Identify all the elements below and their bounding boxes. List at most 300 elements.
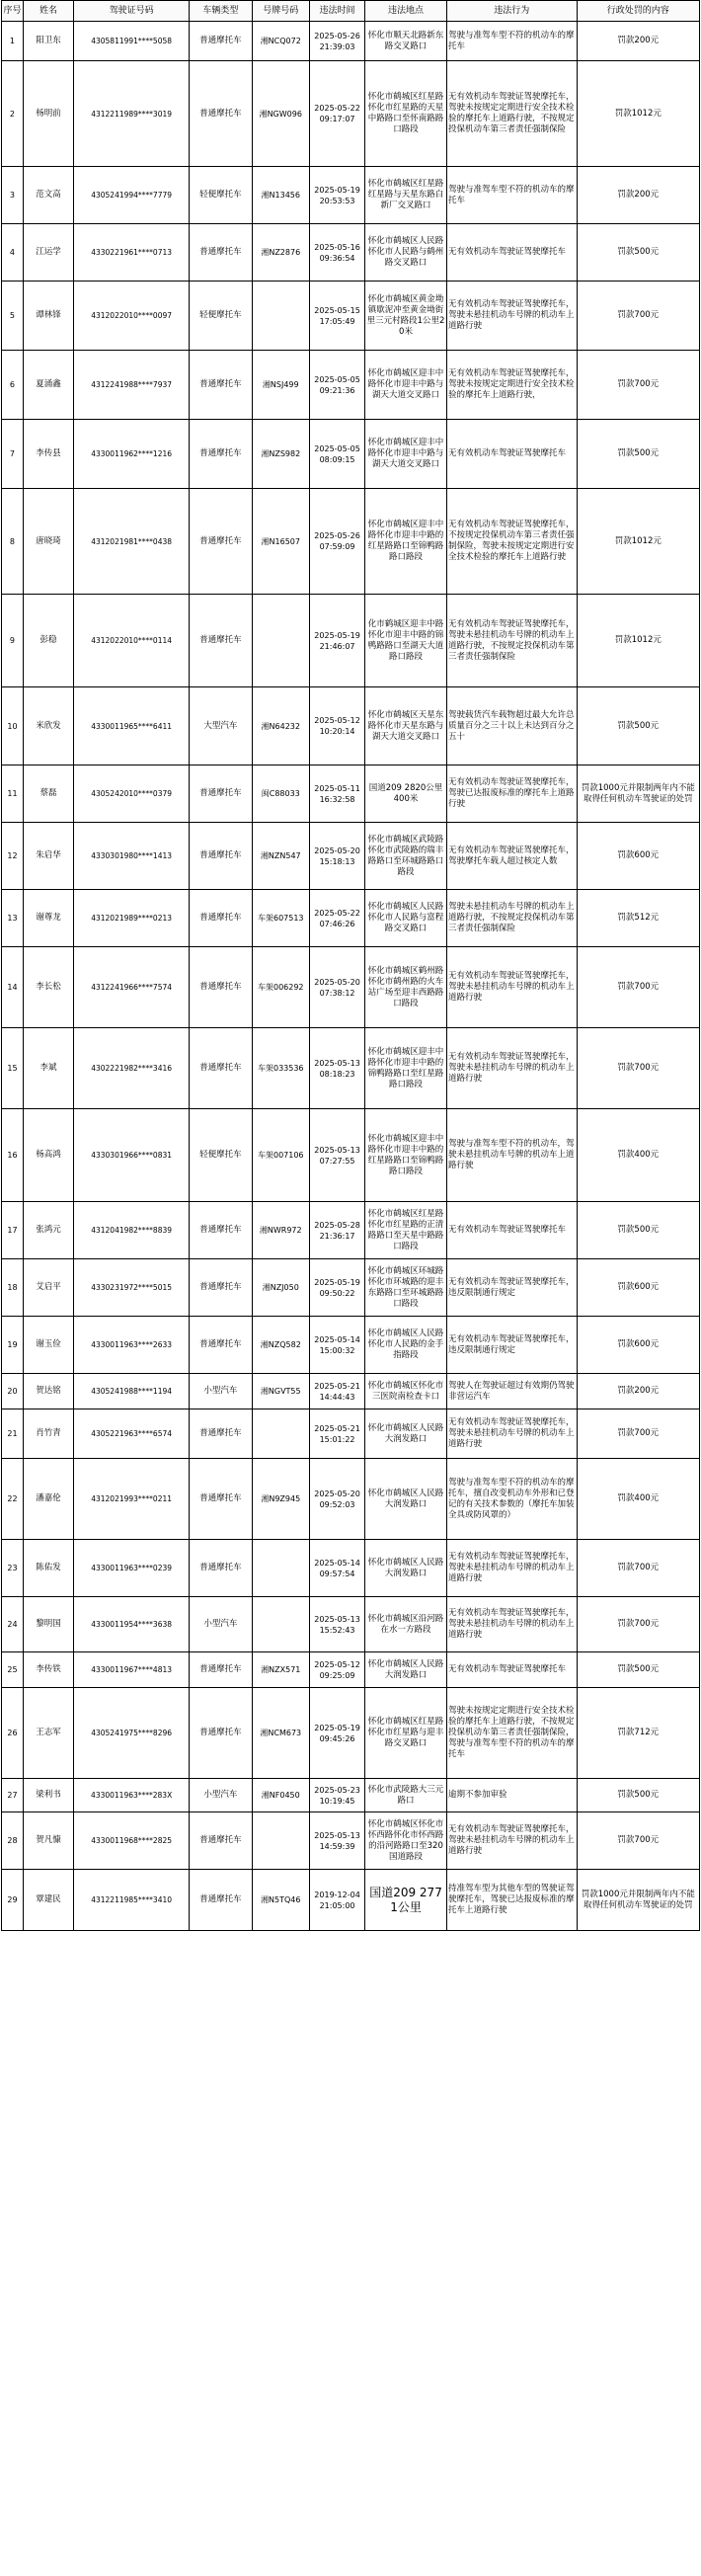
cell-violation: 驾驶人在驾驶证超过有效期仍驾驶非营运汽车 (446, 1374, 577, 1409)
cell-penalty: 罚款700元 (577, 1540, 699, 1597)
cell-location: 怀化市鹤城区红星路红星路与天星东路白新厂交叉路口 (365, 167, 447, 224)
cell-name: 彭稳 (23, 595, 73, 687)
table-row (2, 947, 700, 1028)
cell-no: 27 (2, 1779, 24, 1812)
cell-license: 4312021989****0213 (74, 890, 190, 947)
cell-time: 2025-05-16 09:36:54 (310, 224, 365, 282)
cell-no: 20 (2, 1374, 24, 1409)
cell-name: 李传县 (23, 420, 73, 489)
cell-name: 艾启平 (23, 1259, 73, 1317)
cell-vehicle-type: 小型汽车 (190, 1779, 252, 1812)
cell-no: 17 (2, 1202, 24, 1259)
cell-time: 2025-05-05 08:09:15 (310, 420, 365, 489)
cell-time: 2025-05-20 15:18:13 (310, 823, 365, 890)
cell-vehicle-type: 普通摩托车 (190, 1459, 252, 1540)
cell-license: 4302221982****3416 (74, 1028, 190, 1109)
cell-vehicle-type: 普通摩托车 (190, 890, 252, 947)
cell-plate: 湘N16507 (252, 489, 310, 595)
cell-name: 李传铁 (23, 1652, 73, 1688)
cell-vehicle-type: 普通摩托车 (190, 224, 252, 282)
cell-penalty: 罚款500元 (577, 224, 699, 282)
cell-violation: 无有效机动车驾驶证驾驶摩托车，驾驶已达报废标准的摩托车上道路行驶 (446, 765, 577, 823)
cell-vehicle-type: 轻便摩托车 (190, 167, 252, 224)
cell-penalty: 罚款700元 (577, 1409, 699, 1459)
cell-penalty: 罚款600元 (577, 1259, 699, 1317)
table-row (2, 1317, 700, 1374)
col-header-location: 违法地点 (365, 1, 447, 22)
cell-name: 江运学 (23, 224, 73, 282)
cell-violation: 无有效机动车驾驶证驾驶摩托车，驾驶未悬挂机动车号牌的机动车上道路行驶 (446, 1812, 577, 1870)
cell-plate: 闽C88033 (252, 765, 310, 823)
cell-time: 2025-05-13 14:59:39 (310, 1812, 365, 1870)
cell-no: 26 (2, 1688, 24, 1779)
table-row (2, 282, 700, 351)
cell-violation: 驾驶与准驾车型不符的机动车，驾驶未悬挂机动车号牌的机动车上道路行驶 (446, 1109, 577, 1202)
cell-license: 4312211985****3410 (74, 1870, 190, 1931)
cell-vehicle-type: 普通摩托车 (190, 420, 252, 489)
cell-plate: 车架006292 (252, 947, 310, 1028)
cell-time: 2025-05-26 21:39:03 (310, 22, 365, 61)
cell-license: 4312241988****7937 (74, 351, 190, 420)
cell-vehicle-type: 普通摩托车 (190, 823, 252, 890)
cell-name: 蔡磊 (23, 765, 73, 823)
cell-violation: 驾驶与准驾车型不符的机动车的摩托车 (446, 167, 577, 224)
cell-license: 4330221961****0713 (74, 224, 190, 282)
cell-violation: 无有效机动车驾驶证驾驶摩托车，驾驶未悬挂机动车号牌的机动车上道路行驶 (446, 282, 577, 351)
cell-license: 4312022010****0114 (74, 595, 190, 687)
cell-plate: 湘N13456 (252, 167, 310, 224)
cell-plate: 湘NZS982 (252, 420, 310, 489)
table-row (2, 1409, 700, 1459)
cell-name: 谢玉俭 (23, 1317, 73, 1374)
cell-location: 怀化市鹤城区人民路大润发路口 (365, 1540, 447, 1597)
cell-vehicle-type: 普通摩托车 (190, 595, 252, 687)
cell-plate: 湘NGVT55 (252, 1374, 310, 1409)
cell-vehicle-type: 普通摩托车 (190, 22, 252, 61)
cell-location: 怀化市鹤城区迎丰中路怀化市迎丰中路与湖天大道交叉路口 (365, 351, 447, 420)
cell-vehicle-type: 小型汽车 (190, 1597, 252, 1652)
table-row (2, 1812, 700, 1870)
cell-name: 贺达铭 (23, 1374, 73, 1409)
table-row (2, 823, 700, 890)
cell-location: 怀化市鹤城区武陵路怀化市武陵路的瑞丰路路口至环城路路口路段 (365, 823, 447, 890)
cell-violation: 无有效机动车驾驶证驾驶摩托车 (446, 1202, 577, 1259)
table-row (2, 890, 700, 947)
cell-penalty: 罚款512元 (577, 890, 699, 947)
cell-location: 国道209 2771公里 (365, 1870, 447, 1931)
cell-penalty: 罚款500元 (577, 420, 699, 489)
cell-penalty: 罚款700元 (577, 282, 699, 351)
cell-location: 怀化市鹤城区鹤州路怀化市鹤州路的火车站广场至迎丰西路路口路段 (365, 947, 447, 1028)
cell-penalty: 罚款700元 (577, 1597, 699, 1652)
cell-name: 夏涌鑫 (23, 351, 73, 420)
cell-penalty: 罚款200元 (577, 22, 699, 61)
cell-license: 4330011962****1216 (74, 420, 190, 489)
cell-name: 范文高 (23, 167, 73, 224)
cell-violation: 无有效机动车驾驶证驾驶摩托车 (446, 1652, 577, 1688)
cell-time: 2025-05-11 16:32:58 (310, 765, 365, 823)
cell-plate: 湘N9Z945 (252, 1459, 310, 1540)
cell-no: 7 (2, 420, 24, 489)
col-header-plate: 号牌号码 (252, 1, 310, 22)
cell-time: 2025-05-05 09:21:36 (310, 351, 365, 420)
cell-time: 2025-05-13 07:27:55 (310, 1109, 365, 1202)
cell-name: 潘嘉伦 (23, 1459, 73, 1540)
cell-license: 4305241994****7779 (74, 167, 190, 224)
table-row (2, 61, 700, 167)
cell-penalty: 罚款500元 (577, 1779, 699, 1812)
cell-name: 谭林锋 (23, 282, 73, 351)
cell-location: 怀化市鹤城区红星路怀化市红星路的天星中路路口至怀南路路口路段 (365, 61, 447, 167)
cell-violation: 持准驾车型为其他车型的驾驶证驾驶摩托车，驾驶已达报废标准的摩托车上道路行驶 (446, 1870, 577, 1931)
cell-violation: 无有效机动车驾驶证驾驶摩托车，驾驶未悬挂机动车号牌的机动车上道路行驶 (446, 1540, 577, 1597)
cell-location: 怀化市鹤城区迎丰中路怀化市迎丰中路的红星路路口至锦鸭路路口路段 (365, 1109, 447, 1202)
cell-license: 4312022010****0097 (74, 282, 190, 351)
cell-plate: 车架607513 (252, 890, 310, 947)
cell-vehicle-type: 普通摩托车 (190, 1688, 252, 1779)
cell-violation: 驾驶未按规定定期进行安全技术检验的摩托车上道路行驶，不按规定投保机动车第三者责任强制保险，驾驶与准驾车型不符的机动车的摩托车 (446, 1688, 577, 1779)
cell-vehicle-type: 普通摩托车 (190, 489, 252, 595)
cell-location: 怀化市鹤城区迎丰中路怀化市迎丰中路的红星路路口至锦鸭路路口路段 (365, 489, 447, 595)
cell-violation: 无有效机动车驾驶证驾驶摩托车，违反限制通行规定 (446, 1317, 577, 1374)
cell-name: 陈佑发 (23, 1540, 73, 1597)
cell-violation: 无有效机动车驾驶证驾驶摩托车，驾驶未悬挂机动车号牌的机动车上道路行驶 (446, 1409, 577, 1459)
cell-vehicle-type: 普通摩托车 (190, 1652, 252, 1688)
cell-plate (252, 1409, 310, 1459)
cell-location: 怀化市鹤城区红星路怀化市红星路与迎丰路交叉路口 (365, 1688, 447, 1779)
cell-penalty: 罚款500元 (577, 1652, 699, 1688)
cell-license: 4305221963****6574 (74, 1409, 190, 1459)
cell-license: 4305241975****8296 (74, 1688, 190, 1779)
cell-time: 2025-05-20 09:52:03 (310, 1459, 365, 1540)
table-row (2, 22, 700, 61)
cell-violation: 驾驶与准驾车型不符的机动车的摩托车，擅自改变机动车外形和已登记的有关技术参数的（摩托车加装全具或防风罩的） (446, 1459, 577, 1540)
cell-location: 化市鹤城区迎丰中路怀化市迎丰中路的锦鸭路路口至湖天大道路口路段 (365, 595, 447, 687)
table-row (2, 351, 700, 420)
cell-plate: 湘NWR972 (252, 1202, 310, 1259)
cell-violation: 逾期不参加审验 (446, 1779, 577, 1812)
cell-plate: 车架033536 (252, 1028, 310, 1109)
col-header-vehicle-type: 车辆类型 (190, 1, 252, 22)
cell-time: 2025-05-14 15:00:32 (310, 1317, 365, 1374)
cell-penalty: 罚款700元 (577, 947, 699, 1028)
cell-no: 16 (2, 1109, 24, 1202)
cell-name: 梁利书 (23, 1779, 73, 1812)
cell-no: 23 (2, 1540, 24, 1597)
cell-violation: 无有效机动车驾驶证驾驶摩托车 (446, 224, 577, 282)
cell-plate: 湘NZN547 (252, 823, 310, 890)
cell-no: 3 (2, 167, 24, 224)
cell-location: 怀化市鹤城区人民路怀化市人民路与鹤州路交叉路口 (365, 224, 447, 282)
cell-name: 杨明前 (23, 61, 73, 167)
table-row (2, 167, 700, 224)
cell-license: 4330301966****0831 (74, 1109, 190, 1202)
cell-plate (252, 595, 310, 687)
cell-no: 13 (2, 890, 24, 947)
cell-location: 怀化市鹤城区人民路大润发路口 (365, 1652, 447, 1688)
cell-plate (252, 1540, 310, 1597)
cell-no: 19 (2, 1317, 24, 1374)
cell-no: 4 (2, 224, 24, 282)
header-row (2, 1, 700, 22)
cell-name: 朱启华 (23, 823, 73, 890)
table-row (2, 1779, 700, 1812)
cell-no: 29 (2, 1870, 24, 1931)
cell-penalty: 罚款1012元 (577, 489, 699, 595)
cell-plate (252, 282, 310, 351)
cell-penalty: 罚款500元 (577, 1202, 699, 1259)
cell-vehicle-type: 普通摩托车 (190, 1259, 252, 1317)
cell-vehicle-type: 普通摩托车 (190, 1317, 252, 1374)
cell-license: 4312041982****8839 (74, 1202, 190, 1259)
cell-violation: 无有效机动车驾驶证驾驶摩托车，驾驶未按规定定期进行安全技术检验的摩托车上道路行驶，不按规定投保机动车第三者责任强制保险 (446, 61, 577, 167)
cell-time: 2025-05-22 07:46:26 (310, 890, 365, 947)
cell-penalty: 罚款700元 (577, 1028, 699, 1109)
cell-penalty: 罚款600元 (577, 1317, 699, 1374)
cell-vehicle-type: 普通摩托车 (190, 947, 252, 1028)
cell-penalty: 罚款1012元 (577, 61, 699, 167)
cell-time: 2025-05-28 21:36:17 (310, 1202, 365, 1259)
table-row (2, 1870, 700, 1931)
cell-no: 5 (2, 282, 24, 351)
cell-time: 2025-05-13 15:52:43 (310, 1597, 365, 1652)
cell-no: 25 (2, 1652, 24, 1688)
cell-time: 2025-05-14 09:57:54 (310, 1540, 365, 1597)
cell-name: 杨高鸿 (23, 1109, 73, 1202)
cell-plate: 湘N64232 (252, 687, 310, 765)
cell-no: 6 (2, 351, 24, 420)
cell-no: 28 (2, 1812, 24, 1870)
cell-time: 2025-05-19 20:53:53 (310, 167, 365, 224)
table-row (2, 1540, 700, 1597)
table-row (2, 1028, 700, 1109)
cell-name: 李长松 (23, 947, 73, 1028)
cell-penalty: 罚款700元 (577, 351, 699, 420)
cell-license: 4330011963****0239 (74, 1540, 190, 1597)
cell-name: 阳卫东 (23, 22, 73, 61)
table-row (2, 765, 700, 823)
cell-location: 怀化市顺天北路新东路交叉路口 (365, 22, 447, 61)
cell-time: 2025-05-26 07:59:09 (310, 489, 365, 595)
cell-violation: 无有效机动车驾驶证驾驶摩托车，驾驶未悬挂机动车号牌的机动车上道路行驶 (446, 947, 577, 1028)
cell-vehicle-type: 普通摩托车 (190, 1409, 252, 1459)
cell-name: 王志军 (23, 1688, 73, 1779)
cell-vehicle-type: 普通摩托车 (190, 1540, 252, 1597)
table-row (2, 1459, 700, 1540)
cell-time: 2025-05-13 08:18:23 (310, 1028, 365, 1109)
cell-penalty: 罚款1000元并限制两年内不能取得任何机动车驾驶证的处罚 (577, 1870, 699, 1931)
cell-time: 2025-05-19 09:50:22 (310, 1259, 365, 1317)
cell-violation: 无有效机动车驾驶证驾驶摩托车，驾驶未按规定定期进行安全技术检验的摩托车上道路行驶， (446, 351, 577, 420)
col-header-license: 驾驶证号码 (74, 1, 190, 22)
table-row (2, 1652, 700, 1688)
col-header-violation: 违法行为 (446, 1, 577, 22)
cell-name: 覃建民 (23, 1870, 73, 1931)
cell-plate: 车架007106 (252, 1109, 310, 1202)
cell-time: 2025-05-21 15:01:22 (310, 1409, 365, 1459)
cell-time: 2025-05-23 10:19:45 (310, 1779, 365, 1812)
table-row (2, 687, 700, 765)
cell-plate: 湘NGW096 (252, 61, 310, 167)
table-row (2, 489, 700, 595)
cell-plate: 湘NZJ050 (252, 1259, 310, 1317)
cell-violation: 无有效机动车驾驶证驾驶摩托车，驾驶摩托车载人超过核定人数 (446, 823, 577, 890)
cell-no: 14 (2, 947, 24, 1028)
cell-license: 4330011954****3638 (74, 1597, 190, 1652)
cell-vehicle-type: 轻便摩托车 (190, 1109, 252, 1202)
table-row (2, 1374, 700, 1409)
cell-license: 4305242010****0379 (74, 765, 190, 823)
cell-name: 李斌 (23, 1028, 73, 1109)
cell-penalty: 罚款1000元并限制两年内不能取得任何机动车驾驶证的处罚 (577, 765, 699, 823)
cell-location: 怀化市鹤城区红星路怀化市红星路的正清路路口至天星中路路口路段 (365, 1202, 447, 1259)
col-header-no: 序号 (2, 1, 24, 22)
cell-penalty: 罚款1012元 (577, 595, 699, 687)
cell-license: 4330011968****2825 (74, 1812, 190, 1870)
cell-vehicle-type: 小型汽车 (190, 1374, 252, 1409)
cell-plate: 湘NCQ072 (252, 22, 310, 61)
cell-plate: 湘N5TQ46 (252, 1870, 310, 1931)
cell-license: 4330231972****5015 (74, 1259, 190, 1317)
cell-license: 4305241988****1194 (74, 1374, 190, 1409)
table-row (2, 1202, 700, 1259)
cell-license: 4330011963****2633 (74, 1317, 190, 1374)
table-row (2, 1109, 700, 1202)
cell-no: 10 (2, 687, 24, 765)
col-header-time: 违法时间 (310, 1, 365, 22)
cell-vehicle-type: 大型汽车 (190, 687, 252, 765)
cell-name: 张鸿元 (23, 1202, 73, 1259)
cell-license: 4330011963****283X (74, 1779, 190, 1812)
cell-license: 4312021981****0438 (74, 489, 190, 595)
col-header-penalty: 行政处罚的内容 (577, 1, 699, 22)
cell-location: 怀化市鹤城区黄金坳镇歇泥冲至黄金坳街里三元村路段1公里20米 (365, 282, 447, 351)
cell-location: 怀化市鹤城区环城路怀化市环城路的迎丰东路路口至环城路路口路段 (365, 1259, 447, 1317)
cell-plate: 湘NCM673 (252, 1688, 310, 1779)
cell-license: 4330011965****6411 (74, 687, 190, 765)
cell-location: 怀化市鹤城区天星东路怀化市天星东路与湖天大道交叉路口 (365, 687, 447, 765)
cell-location: 怀化市鹤城区人民路大润发路口 (365, 1409, 447, 1459)
cell-violation: 无有效机动车驾驶证驾驶摩托车，不按规定投保机动车第三者责任强制保险，驾驶未按规定定期进行安全技术检验的摩托车上道路行驶 (446, 489, 577, 595)
cell-license: 4312211989****3019 (74, 61, 190, 167)
cell-time: 2025-05-19 09:45:26 (310, 1688, 365, 1779)
cell-violation: 无有效机动车驾驶证驾驶摩托车，驾驶未悬挂机动车号牌的机动车上道路行驶 (446, 1028, 577, 1109)
cell-no: 18 (2, 1259, 24, 1317)
cell-violation: 驾驶与准驾车型不符的机动车的摩托车 (446, 22, 577, 61)
cell-no: 24 (2, 1597, 24, 1652)
cell-vehicle-type: 普通摩托车 (190, 351, 252, 420)
cell-location: 国道209 2820公里400米 (365, 765, 447, 823)
cell-time: 2019-12-04 21:05:00 (310, 1870, 365, 1931)
cell-license: 4330301980****1413 (74, 823, 190, 890)
cell-location: 怀化市鹤城区迎丰中路怀化市迎丰中路的锦鸭路路口至红星路路口路段 (365, 1028, 447, 1109)
cell-name: 唐晓琦 (23, 489, 73, 595)
cell-time: 2025-05-12 09:25:09 (310, 1652, 365, 1688)
cell-license: 4305811991****5058 (74, 22, 190, 61)
cell-time: 2025-05-21 14:44:43 (310, 1374, 365, 1409)
cell-no: 22 (2, 1459, 24, 1540)
cell-penalty: 罚款200元 (577, 1374, 699, 1409)
cell-name: 谢尊龙 (23, 890, 73, 947)
cell-plate: 湘NZQ582 (252, 1317, 310, 1374)
cell-penalty: 罚款712元 (577, 1688, 699, 1779)
cell-penalty: 罚款500元 (577, 687, 699, 765)
col-header-name: 姓名 (23, 1, 73, 22)
cell-license: 4330011967****4813 (74, 1652, 190, 1688)
cell-penalty: 罚款400元 (577, 1109, 699, 1202)
cell-vehicle-type: 普通摩托车 (190, 1028, 252, 1109)
cell-location: 怀化市武陵路大三元路口 (365, 1779, 447, 1812)
cell-time: 2025-05-20 07:38:12 (310, 947, 365, 1028)
violation-table (1, 0, 700, 1931)
cell-vehicle-type: 普通摩托车 (190, 765, 252, 823)
cell-violation: 无有效机动车驾驶证驾驶摩托车，驾驶未悬挂机动车号牌的机动车上道路行驶 (446, 1597, 577, 1652)
cell-penalty: 罚款600元 (577, 823, 699, 890)
cell-no: 21 (2, 1409, 24, 1459)
cell-location: 怀化市鹤城区迎丰中路怀化市迎丰中路与湖天大道交叉路口 (365, 420, 447, 489)
cell-plate (252, 1597, 310, 1652)
cell-location: 怀化市鹤城区沿河路在水一方路段 (365, 1597, 447, 1652)
cell-plate: 湘NZ2876 (252, 224, 310, 282)
cell-penalty: 罚款700元 (577, 1812, 699, 1870)
cell-license: 4312241966****7574 (74, 947, 190, 1028)
cell-plate (252, 1812, 310, 1870)
cell-no: 12 (2, 823, 24, 890)
cell-location: 怀化市鹤城区怀化市怀西路怀化市怀西路的沿河路路口至320国道路段 (365, 1812, 447, 1870)
cell-violation: 驾驶载货汽车载物超过最大允许总质量百分之三十以上未达到百分之五十 (446, 687, 577, 765)
cell-no: 15 (2, 1028, 24, 1109)
table-row (2, 1597, 700, 1652)
cell-penalty: 罚款400元 (577, 1459, 699, 1540)
cell-violation: 无有效机动车驾驶证驾驶摩托车 (446, 420, 577, 489)
table-row (2, 1688, 700, 1779)
cell-time: 2025-05-12 10:20:14 (310, 687, 365, 765)
cell-no: 1 (2, 22, 24, 61)
cell-location: 怀化市鹤城区人民路怀化市人民路的金手指路段 (365, 1317, 447, 1374)
cell-violation: 无有效机动车驾驶证驾驶摩托车，违反限制通行规定 (446, 1259, 577, 1317)
cell-time: 2025-05-15 17:05:49 (310, 282, 365, 351)
cell-violation: 驾驶未悬挂机动车号牌的机动车上道路行驶，不按规定投保机动车第三者责任强制保险 (446, 890, 577, 947)
cell-location: 怀化市鹤城区怀化市三医院南检查卡口 (365, 1374, 447, 1409)
table-row (2, 595, 700, 687)
cell-no: 9 (2, 595, 24, 687)
cell-plate: 湘NF0450 (252, 1779, 310, 1812)
cell-vehicle-type: 普通摩托车 (190, 61, 252, 167)
cell-time: 2025-05-22 09:17:07 (310, 61, 365, 167)
cell-vehicle-type: 普通摩托车 (190, 1870, 252, 1931)
cell-plate: 湘NSJ499 (252, 351, 310, 420)
cell-name: 黎明国 (23, 1597, 73, 1652)
cell-plate: 湘NZX571 (252, 1652, 310, 1688)
cell-no: 8 (2, 489, 24, 595)
table-row (2, 224, 700, 282)
cell-no: 11 (2, 765, 24, 823)
table-row (2, 1259, 700, 1317)
cell-violation: 无有效机动车驾驶证驾驶摩托车，驾驶未悬挂机动车号牌的机动车上道路行驶，不按规定投保机动车第三者责任强制保险 (446, 595, 577, 687)
cell-name: 贺凡慷 (23, 1812, 73, 1870)
cell-penalty: 罚款200元 (577, 167, 699, 224)
cell-location: 怀化市鹤城区人民路怀化市人民路与富程路交叉路口 (365, 890, 447, 947)
cell-vehicle-type: 普通摩托车 (190, 1202, 252, 1259)
cell-vehicle-type: 普通摩托车 (190, 1812, 252, 1870)
cell-license: 4312021993****0211 (74, 1459, 190, 1540)
cell-name: 肖竹青 (23, 1409, 73, 1459)
cell-name: 米欣发 (23, 687, 73, 765)
cell-vehicle-type: 轻便摩托车 (190, 282, 252, 351)
cell-location: 怀化市鹤城区人民路大润发路口 (365, 1459, 447, 1540)
table-row (2, 420, 700, 489)
cell-no: 2 (2, 61, 24, 167)
